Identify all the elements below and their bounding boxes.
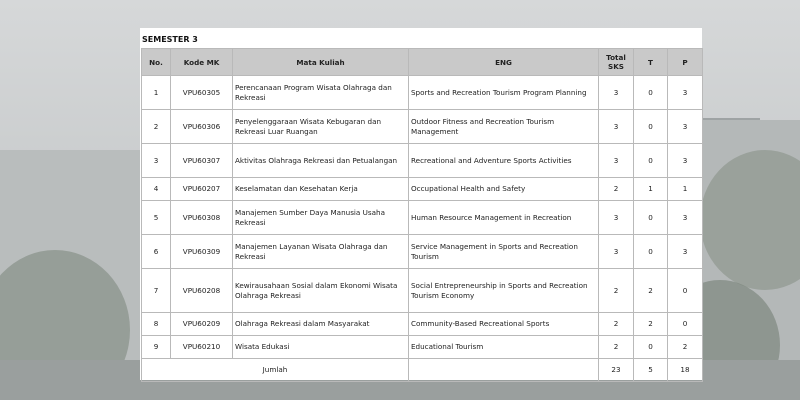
cell-mata-kuliah: Manajemen Layanan Wisata Olahraga dan Rekreasi (233, 235, 409, 269)
cell-mata-kuliah: Manajemen Sumber Daya Manusia Usaha Rekreasi (233, 201, 409, 235)
header-p: P (668, 49, 703, 76)
cell-no: 1 (142, 76, 171, 110)
cell-no: 7 (142, 269, 171, 313)
total-t: 5 (634, 359, 668, 382)
curriculum-panel (140, 28, 702, 380)
cell-kode: VPU60207 (171, 178, 233, 201)
cell-sks: 3 (599, 201, 634, 235)
cell-kode: VPU60209 (171, 313, 233, 336)
cell-sks: 3 (599, 235, 634, 269)
header-eng: ENG (409, 49, 599, 76)
header-t: T (634, 49, 668, 76)
table-header-row (142, 49, 703, 76)
total-p: 18 (668, 359, 703, 382)
cell-eng: Social Entrepreneurship in Sports and Recreation Tourism Economy (409, 269, 599, 313)
cell-eng: Educational Tourism (409, 336, 599, 359)
cell-eng: Recreational and Adventure Sports Activities (409, 144, 599, 178)
cell-mata-kuliah: Perencanaan Program Wisata Olahraga dan Rekreasi (233, 76, 409, 110)
cell-no: 6 (142, 235, 171, 269)
cell-kode: VPU60305 (171, 76, 233, 110)
cell-p: 2 (668, 336, 703, 359)
cell-eng: Outdoor Fitness and Recreation Tourism Management (409, 110, 599, 144)
cell-t: 0 (634, 336, 668, 359)
cell-kode: VPU60306 (171, 110, 233, 144)
cell-p: 1 (668, 178, 703, 201)
cell-sks: 2 (599, 336, 634, 359)
cell-t: 0 (634, 76, 668, 110)
total-row (142, 359, 703, 382)
cell-mata-kuliah: Penyelenggaraan Wisata Kebugaran dan Rekreasi Luar Ruangan (233, 110, 409, 144)
cell-sks: 3 (599, 76, 634, 110)
cell-kode: VPU60210 (171, 336, 233, 359)
cell-no: 5 (142, 201, 171, 235)
cell-sks: 2 (599, 313, 634, 336)
cell-t: 0 (634, 144, 668, 178)
cell-t: 0 (634, 110, 668, 144)
cell-mata-kuliah: Olahraga Rekreasi dalam Masyarakat (233, 313, 409, 336)
table-row (142, 336, 703, 359)
cell-no: 9 (142, 336, 171, 359)
cell-eng: Occupational Health and Safety (409, 178, 599, 201)
total-label: Jumlah (142, 359, 409, 382)
cell-no: 3 (142, 144, 171, 178)
header-total-sks: Total SKS (599, 49, 634, 76)
table-row (142, 110, 703, 144)
cell-eng: Sports and Recreation Tourism Program Planning (409, 76, 599, 110)
semester-title: SEMESTER 3 (142, 35, 198, 44)
cell-t: 0 (634, 201, 668, 235)
cell-p: 3 (668, 201, 703, 235)
cell-eng: Service Management in Sports and Recreation Tourism (409, 235, 599, 269)
cell-kode: VPU60308 (171, 201, 233, 235)
cell-mata-kuliah: Kewirausahaan Sosial dalam Ekonomi Wisata Olahraga Rekreasi (233, 269, 409, 313)
header-mata-kuliah: Mata Kuliah (233, 49, 409, 76)
course-table (141, 48, 703, 382)
cell-sks: 3 (599, 110, 634, 144)
table-row (142, 201, 703, 235)
cell-p: 0 (668, 269, 703, 313)
cell-eng: Community-Based Recreational Sports (409, 313, 599, 336)
table-row (142, 269, 703, 313)
cell-t: 0 (634, 235, 668, 269)
cell-mata-kuliah: Keselamatan dan Kesehatan Kerja (233, 178, 409, 201)
header-no: No. (142, 49, 171, 76)
cell-sks: 3 (599, 144, 634, 178)
cell-mata-kuliah: Aktivitas Olahraga Rekreasi dan Petualangan (233, 144, 409, 178)
total-sks: 23 (599, 359, 634, 382)
cell-t: 2 (634, 313, 668, 336)
table-row (142, 313, 703, 336)
table-row (142, 144, 703, 178)
cell-mata-kuliah: Wisata Edukasi (233, 336, 409, 359)
cell-no: 2 (142, 110, 171, 144)
cell-p: 0 (668, 313, 703, 336)
cell-no: 4 (142, 178, 171, 201)
cell-kode: VPU60307 (171, 144, 233, 178)
total-empty-cell (409, 359, 599, 382)
cell-sks: 2 (599, 178, 634, 201)
cell-t: 1 (634, 178, 668, 201)
cell-kode: VPU60208 (171, 269, 233, 313)
cell-t: 2 (634, 269, 668, 313)
table-row (142, 76, 703, 110)
cell-kode: VPU60309 (171, 235, 233, 269)
cell-no: 8 (142, 313, 171, 336)
cell-eng: Human Resource Management in Recreation (409, 201, 599, 235)
cell-p: 3 (668, 110, 703, 144)
table-row (142, 235, 703, 269)
cell-p: 3 (668, 76, 703, 110)
cell-sks: 2 (599, 269, 634, 313)
cell-p: 3 (668, 144, 703, 178)
header-kode: Kode MK (171, 49, 233, 76)
table-row (142, 178, 703, 201)
cell-p: 3 (668, 235, 703, 269)
